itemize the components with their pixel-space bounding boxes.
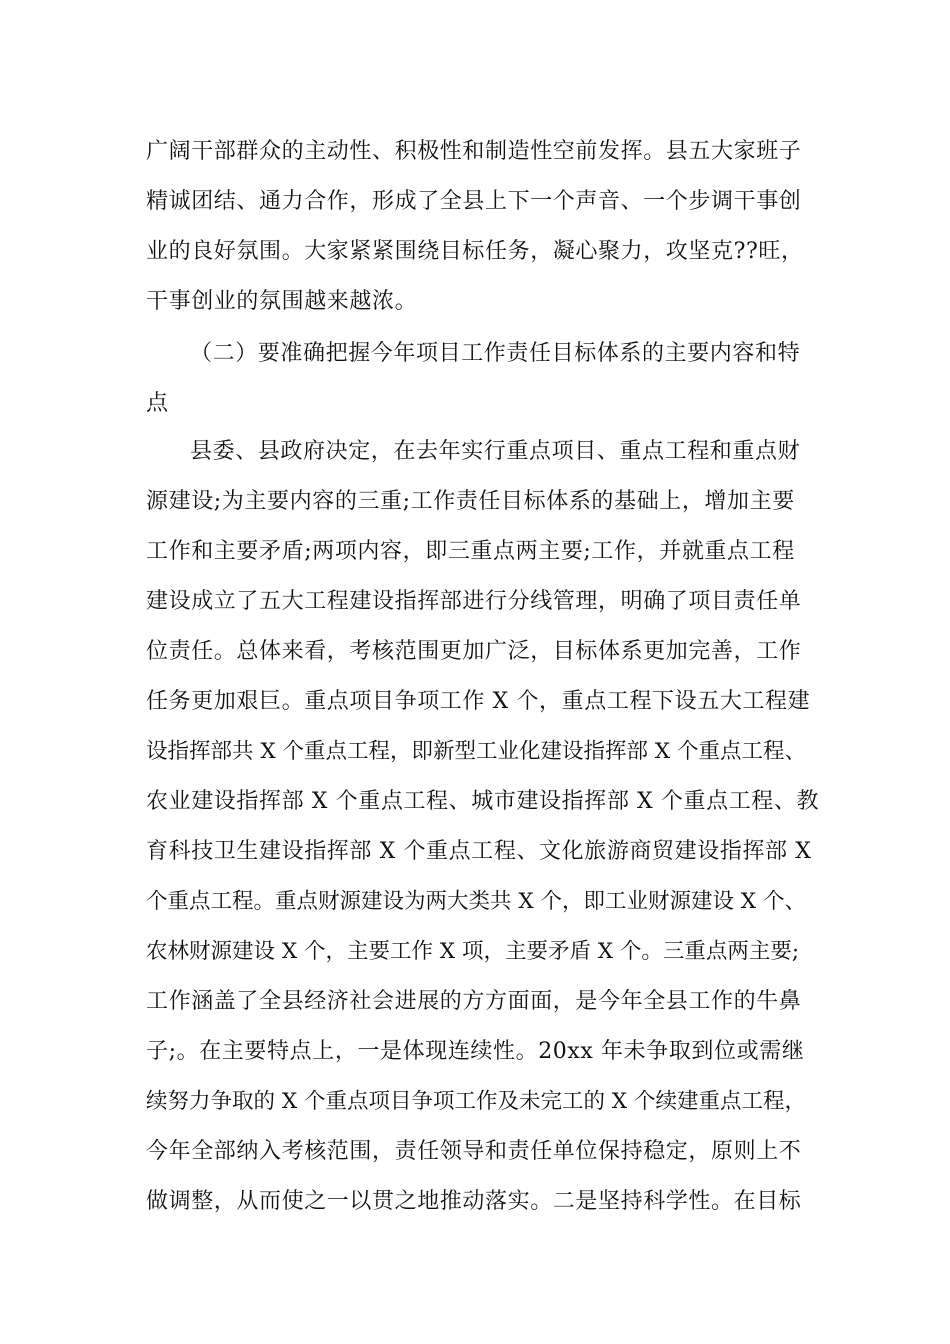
paragraph-line: 建设成立了五大工程建设指挥部进行分线管理，明确了项目责任单 [146, 589, 802, 614]
paragraph-line: 子;。在主要特点上，一是体现连续性。20xx 年未争取到位或需继 [146, 1039, 805, 1064]
paragraph-line: 工作和主要矛盾;两项内容，即三重点两主要;工作，并就重点工程 [146, 539, 795, 564]
paragraph-line: 续努力争取的 X 个重点项目争项工作及未完工的 X 个续建重点工程， [146, 1089, 806, 1114]
paragraph-line: 今年全部纳入考核范围，责任领导和责任单位保持稳定，原则上不 [146, 1139, 802, 1164]
section-heading-continued: 点 [146, 391, 169, 416]
paragraph-line: 位责任。总体来看，考核范围更加广泛，目标体系更加完善，工作 [146, 639, 802, 664]
paragraph-line: 农业建设指挥部 X 个重点工程、城市建设指挥部 X 个重点工程、教 [146, 789, 820, 814]
paragraph-line: 广阔干部群众的主动性、积极性和制造性空前发挥。县五大家班子 [146, 139, 802, 164]
paragraph-line: 农林财源建设 X 个，主要工作 X 项，主要矛盾 X 个。三重点两主要; [146, 939, 800, 964]
paragraph-line: 精诚团结、通力合作，形成了全县上下一个声音、一个步调干事创 [146, 189, 802, 214]
paragraph-line: 育科技卫生建设指挥部 X 个重点工程、文化旅游商贸建设指挥部 X [146, 839, 812, 864]
section-heading: （二）要准确把握今年项目工作责任目标体系的主要内容和特 [190, 341, 801, 366]
paragraph-line: 设指挥部共 X 个重点工程，即新型工业化建设指挥部 X 个重点工程、 [146, 739, 806, 764]
paragraph-line: 任务更加艰巨。重点项目争项工作 X 个，重点工程下设五大工程建 [146, 689, 811, 714]
paragraph-line: 源建设;为主要内容的三重;工作责任目标体系的基础上，增加主要 [146, 489, 795, 514]
paragraph-line: 工作涵盖了全县经济社会进展的方方面面，是今年全县工作的牛鼻 [146, 989, 802, 1014]
paragraph-line: 县委、县政府决定，在去年实行重点项目、重点工程和重点财 [190, 439, 801, 464]
paragraph-line: 个重点工程。重点财源建设为两大类共 X 个，即工业财源建设 X 个、 [146, 889, 806, 914]
paragraph-line: 做调整，从而使之一以贯之地推动落实。二是坚持科学性。在目标 [146, 1189, 802, 1214]
paragraph-line: 干事创业的氛围越来越浓。 [146, 289, 418, 314]
paragraph-line: 业的良好氛围。大家紧紧围绕目标任务，凝心聚力，攻坚克??旺， [146, 239, 804, 264]
